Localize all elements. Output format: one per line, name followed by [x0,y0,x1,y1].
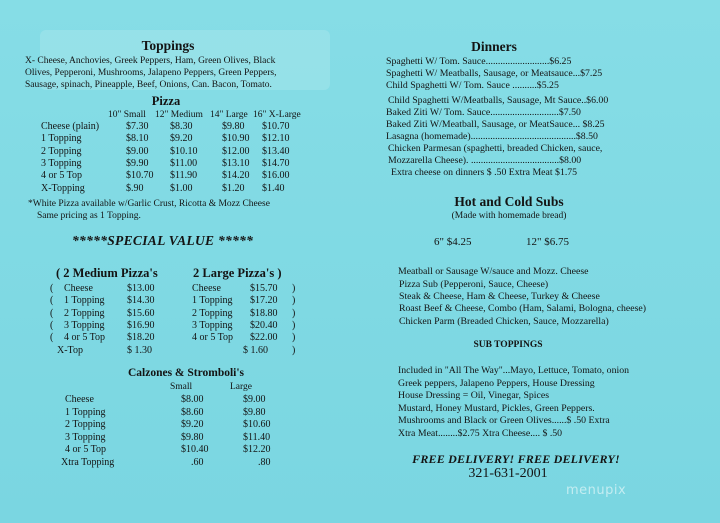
calzones-large-header: Large [230,382,252,392]
calzone-row-label: 1 Topping [65,406,106,418]
special-medium-price: $14.30 [127,295,155,307]
pizza-price: $10.70 [126,170,154,182]
special-paren: ) [292,344,296,356]
calzone-row-label: Cheese [65,394,94,405]
pizza-row-label: Cheese (plain) [41,121,100,132]
phone-number: 321-631-2001 [468,466,548,481]
pizza-price: $10.90 [222,133,250,145]
special-large-price: $17.20 [250,295,278,307]
subs-6inch-price: 6" $4.25 [434,236,472,248]
pizza-price: $8.10 [126,133,149,145]
pizza-price: $9.80 [222,121,245,132]
pizza-price: $1.40 [262,182,285,194]
dinner-item: Baked Ziti W/ Tom. Sauce............................$7.50 [386,107,581,118]
calzone-large-price: $9.80 [243,406,266,418]
sub-item: Pizza Sub (Pepperoni, Sauce, Cheese) [399,279,549,290]
special-large-price: $18.80 [250,307,278,319]
special-paren: ) [292,319,296,331]
special-medium-price: $15.60 [127,307,155,319]
special-large-label: Cheese [192,283,221,294]
sub-item: Chicken Parm (Breaded Chicken, Sauce, Mozzarella) [399,316,609,327]
calzones-small-header: Small [170,382,193,392]
calzone-row-label: Xtra Topping [61,456,115,468]
pizza-price: $9.00 [126,145,149,157]
pizza-price: $11.00 [170,157,198,169]
calzone-large-price: .80 [258,456,271,468]
pizza-row-label: 3 Topping [41,157,82,169]
subs-subtitle: (Made with homemade bread) [451,211,567,221]
pizza-price: $14.20 [222,170,250,182]
sub-toppings-title: SUB TOPPINGS [473,340,543,350]
special-large-label: 1 Topping [192,295,233,307]
sub-topping-item: Xtra Meat........$2.75 Xtra Cheese.... $ .50 [398,428,563,439]
pizza-note: Same pricing as 1 Topping. [37,211,141,221]
calzone-small-price: $8.00 [181,394,204,405]
sub-item: Roast Beef & Cheese, Combo (Ham, Salami, Bologna, cheese) [399,303,647,314]
pizza-row-label: 1 Topping [41,133,82,145]
special-large-price: $15.70 [250,283,278,294]
special-medium-label: 2 Topping [64,307,105,319]
dinner-item: Spaghetti W/ Tom. Sauce..........................$6.25 [386,56,572,67]
subs-12inch-price: 12" $6.75 [526,236,569,248]
calzone-small-price: .60 [191,456,204,468]
pizza-size: 14" Large [210,110,248,120]
pizza-price: $14.70 [262,157,290,169]
pizza-price: $11.90 [170,170,198,182]
dinner-item: Spaghetti W/ Meatballs, Sausage, or Meatsauce...$7.25 [386,68,603,79]
special-medium-label: X-Top [57,344,83,356]
toppings-line: X- Cheese, Anchovies, Greek Peppers, Ham, Green Olives, Black [25,56,276,66]
free-delivery-banner: FREE DELIVERY! FREE DELIVERY! [412,452,620,466]
special-large-label: 3 Topping [192,319,233,331]
toppings-title: Toppings [141,38,195,53]
calzone-small-price: $9.20 [181,419,204,430]
special-medium-price: $13.00 [127,283,155,294]
special-medium-title: ( 2 Medium Pizza's [56,266,158,280]
calzone-large-price: $10.60 [243,419,271,430]
pizza-price: $13.10 [222,157,250,169]
calzones-title: Calzones & Stromboli's [127,367,245,379]
sub-topping-item: Greek peppers, Jalapeno Peppers, House Dressing [398,378,595,389]
calzone-small-price: $8.60 [181,406,204,418]
special-large-price: $20.40 [250,319,278,331]
special-paren: ) [292,307,296,319]
toppings-line: Olives, Pepperoni, Mushrooms, Jalapeno Peppers, Green Peppers, [25,68,277,78]
special-medium-label: 4 or 5 Top [64,332,106,344]
dinner-item: Lasagna (homemade)...........................................$8.50 [386,131,598,142]
pizza-row-label: 2 Topping [41,145,82,157]
pizza-price: $9.90 [126,157,149,169]
special-paren: ) [292,332,296,344]
sub-item: Steak & Cheese, Ham & Cheese, Turkey & Cheese [399,291,600,302]
subs-title: Hot and Cold Subs [454,194,564,209]
pizza-row-label: 4 or 5 Top [41,170,83,182]
pizza-price: $1.00 [170,182,193,194]
pizza-price: $10.70 [262,121,290,132]
special-medium-price: $18.20 [127,332,155,344]
pizza-price: $1.20 [222,182,245,194]
pizza-price: $13.40 [262,145,290,157]
pizza-price: $12.00 [222,145,250,157]
special-paren: ( [50,295,54,307]
pizza-price: $.90 [126,182,144,194]
dinner-item: Child Spaghetti W/Meatballs, Sausage, Mt Sauce..$6.00 [388,95,609,106]
dinner-item: Child Spaghetti W/ Tom. Sauce ..........$5.25 [386,80,559,91]
special-medium-label: 3 Topping [64,319,105,331]
special-medium-price: $16.90 [127,319,155,331]
special-paren: ) [292,295,296,307]
sub-topping-item: House Dressing = Oil, Vinegar, Spices [398,390,550,401]
special-large-price: $ 1.60 [243,344,268,356]
special-medium-label: 1 Topping [64,295,105,307]
calzone-large-price: $9.00 [243,394,266,405]
pizza-price: $7.30 [126,121,149,132]
sub-topping-item: Included in "All The Way"...Mayo, Lettuce, Tomato, onion [398,365,629,376]
pizza-price: $9.20 [170,133,193,145]
special-paren: ( [50,332,54,344]
sub-topping-item: Mustard, Honey Mustard, Pickles, Green Peppers. [398,403,595,414]
pizza-size: 16" X-Large [253,110,301,120]
special-medium-price: $ 1.30 [127,344,152,356]
sub-item: Meatball or Sausage W/sauce and Mozz. Cheese [398,266,589,277]
pizza-price: $16.00 [262,170,290,182]
special-large-label: 4 or 5 Top [192,332,234,344]
calzone-row-label: 4 or 5 Top [65,444,107,455]
calzone-large-price: $11.40 [243,431,271,443]
special-paren: ( [50,307,54,319]
pizza-title: Pizza [151,94,181,108]
calzone-large-price: $12.20 [243,444,271,455]
special-paren: ( [50,319,54,331]
toppings-line: Sausage, spinach, Pineapple, Beef, Onions, Can. Bacon, Tomato. [25,80,272,90]
dinner-item: Baked Ziti W/Meatball, Sausage, or MeatSauce... $8.25 [386,119,605,130]
pizza-size: 10" Small [108,110,146,120]
special-value-title: *****SPECIAL VALUE ***** [72,233,254,248]
calzone-small-price: $10.40 [181,444,209,455]
special-large-title: 2 Large Pizza's ) [193,266,282,280]
dinner-item: Mozzarella Cheese). ....................................$8.00 [388,155,582,166]
dinner-item: Extra cheese on dinners $ .50 Extra Meat $1.75 [391,167,578,178]
special-medium-label: Cheese [64,283,93,294]
special-large-label: 2 Topping [192,307,233,319]
calzone-row-label: 2 Topping [65,419,106,430]
calzone-small-price: $9.80 [181,431,204,443]
special-paren: ) [292,283,296,294]
special-large-price: $22.00 [250,332,278,344]
sub-topping-item: Mushrooms and Black or Green Olives......$ .50 Extra [398,415,610,426]
pizza-note: *White Pizza available w/Garlic Crust, Ricotta & Mozz Cheese [28,199,270,209]
pizza-price: $12.10 [262,133,290,145]
calzone-row-label: 3 Topping [65,431,106,443]
dinner-item: Chicken Parmesan (spaghetti, breaded Chicken, sauce, [388,143,603,154]
pizza-price: $8.30 [170,121,193,132]
pizza-price: $10.10 [170,145,198,157]
dinners-title: Dinners [471,39,517,54]
pizza-size: 12" Medium [155,110,203,120]
menupix-watermark: menupix [566,483,627,498]
pizza-row-label: X-Topping [41,182,85,194]
special-paren: ( [50,283,54,294]
